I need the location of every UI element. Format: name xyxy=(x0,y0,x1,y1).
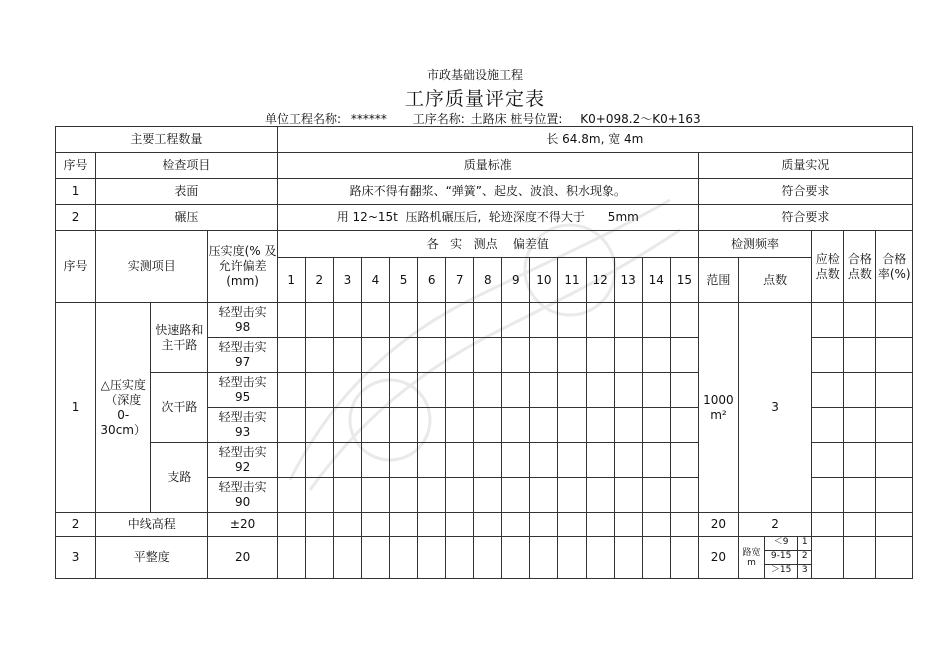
compaction-standard: 轻型击实97 xyxy=(208,338,277,373)
compaction-range: 1000 m² xyxy=(698,303,738,513)
inspect-item-header: 检查项目 xyxy=(96,153,278,179)
standard-header: 质量标准 xyxy=(277,153,698,179)
process-label: 工序名称: xyxy=(412,112,465,126)
point-number: 12 xyxy=(586,258,614,303)
flatness-tolerance: 20 xyxy=(208,537,277,579)
quantity-label: 主要工程数量 xyxy=(56,127,278,153)
point-number: 15 xyxy=(670,258,698,303)
quantity-value: 长 64.8m, 宽 4m xyxy=(277,127,912,153)
width-points: 3 xyxy=(801,565,808,575)
form-subtitle: 市政基础设施工程 xyxy=(426,68,523,82)
measure-header-row xyxy=(56,231,913,258)
inspect-actual: 符合要求 xyxy=(698,205,912,231)
width-points: 1 xyxy=(801,537,808,547)
inspect-item: 表面 xyxy=(96,179,278,205)
centerline-item: 中线高程 xyxy=(96,513,208,537)
frequency-header: 检测频率 xyxy=(698,231,811,258)
quantity-row xyxy=(56,127,913,153)
seq-header: 序号 xyxy=(56,153,96,179)
flatness-row xyxy=(56,537,913,551)
inspect-seq: 2 xyxy=(56,205,96,231)
inspect-seq: 1 xyxy=(56,179,96,205)
inspect-row xyxy=(56,179,913,205)
compaction-count: 3 xyxy=(739,303,812,513)
centerline-seq: 2 xyxy=(56,513,96,537)
tolerance-header: 压实度(% 及允许偏差(mm) xyxy=(208,231,277,303)
flatness-item: 平整度 xyxy=(96,537,208,579)
road-width-label: 路宽 m xyxy=(739,537,765,579)
station-label: 桩号位置: xyxy=(510,112,563,126)
point-number: 2 xyxy=(305,258,333,303)
compaction-group-name: 支路 xyxy=(151,443,208,513)
point-number: 1 xyxy=(277,258,305,303)
compaction-seq: 1 xyxy=(56,303,96,513)
width-range: 9-15 xyxy=(765,551,798,564)
count-header: 点数 xyxy=(739,258,812,303)
station-value: K0+098.2～K0+163 xyxy=(580,112,701,126)
point-number: 5 xyxy=(390,258,418,303)
form-info-line xyxy=(265,110,707,127)
rate-header: 合格率(%) xyxy=(876,231,913,303)
flatness-range: 20 xyxy=(698,537,738,579)
width-range: ＜9 xyxy=(765,537,798,550)
point-number: 13 xyxy=(614,258,642,303)
point-number: 10 xyxy=(530,258,558,303)
width-points: 2 xyxy=(801,551,808,561)
point-number: 4 xyxy=(361,258,389,303)
centerline-tolerance: ±20 xyxy=(208,513,277,537)
compaction-group-name: 次干路 xyxy=(151,373,208,443)
centerline-count: 2 xyxy=(739,513,812,537)
actual-header: 质量实况 xyxy=(698,153,912,179)
flatness-width-sub xyxy=(765,551,812,565)
measure-seq-header: 序号 xyxy=(56,231,96,303)
compaction-standard: 轻型击实90 xyxy=(208,478,277,513)
measure-item-header: 实测项目 xyxy=(96,231,208,303)
inspect-header-row xyxy=(56,153,913,179)
compaction-item: △压实度（深度 0-30cm） xyxy=(96,303,151,513)
should-check-header: 应检点数 xyxy=(812,231,844,303)
point-number: 9 xyxy=(502,258,530,303)
qualified-header: 合格点数 xyxy=(844,231,876,303)
point-number: 6 xyxy=(418,258,446,303)
quality-evaluation-table xyxy=(55,126,913,579)
centerline-range: 20 xyxy=(698,513,738,537)
centerline-row xyxy=(56,513,913,537)
point-number: 14 xyxy=(642,258,670,303)
unit-label: 单位工程名称: xyxy=(265,112,342,126)
point-number: 7 xyxy=(446,258,474,303)
points-header: 各 实 测点 偏差值 xyxy=(277,231,698,258)
range-header: 范围 xyxy=(698,258,738,303)
inspect-standard: 用 12~15t 压路机碾压后, 轮迹深度不得大于 5mm xyxy=(277,205,698,231)
point-number: 3 xyxy=(333,258,361,303)
point-number: 8 xyxy=(474,258,502,303)
flatness-width-sub xyxy=(765,565,812,579)
compaction-standard: 轻型击实93 xyxy=(208,408,277,443)
form-title: 工序质量评定表 xyxy=(404,88,545,110)
unit-value: ****** xyxy=(350,112,387,126)
width-range: ＞15 xyxy=(765,565,798,578)
inspect-item: 碾压 xyxy=(96,205,278,231)
compaction-standard: 轻型击实95 xyxy=(208,373,277,408)
inspect-standard: 路床不得有翻浆、“弹簧”、起皮、波浪、积水现象。 xyxy=(277,179,698,205)
flatness-width-sub xyxy=(765,537,812,551)
point-number: 11 xyxy=(558,258,586,303)
compaction-group-name: 快速路和主干路 xyxy=(151,303,208,373)
compaction-standard: 轻型击实92 xyxy=(208,443,277,478)
inspect-row xyxy=(56,205,913,231)
compaction-standard: 轻型击实98 xyxy=(208,303,277,338)
compaction-row xyxy=(56,303,913,338)
flatness-seq: 3 xyxy=(56,537,96,579)
process-value: 土路床 xyxy=(470,112,507,126)
inspect-actual: 符合要求 xyxy=(698,179,912,205)
